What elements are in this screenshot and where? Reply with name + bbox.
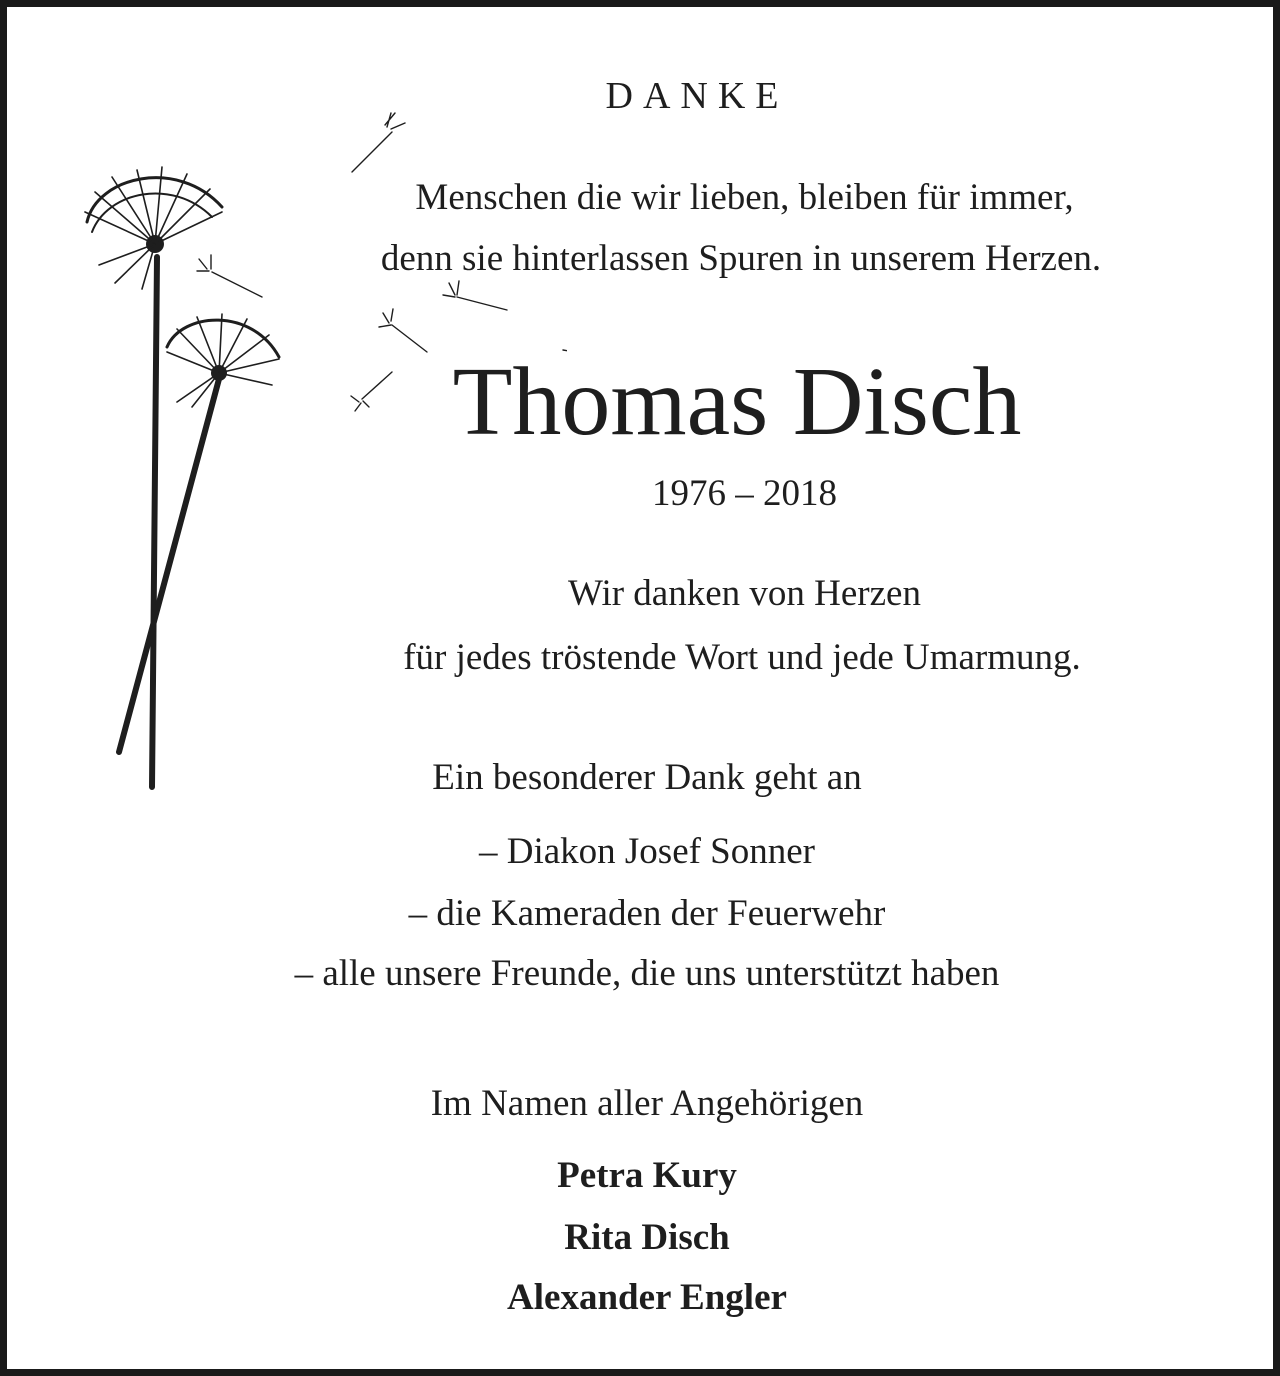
life-years: 1976 – 2018: [652, 473, 837, 514]
signature-name: Alexander Engler: [507, 1277, 787, 1318]
special-thanks-lead: Ein besonderer Dank geht an: [432, 757, 862, 798]
thanks-line-1: Wir danken von Herzen: [568, 573, 921, 614]
signature-name: Petra Kury: [557, 1155, 737, 1196]
thanks-line-2: für jedes tröstende Wort und jede Umarmung.: [403, 637, 1081, 678]
deceased-name: Thomas Disch: [452, 348, 1022, 456]
heading-danke: DANKE: [605, 75, 789, 117]
special-thanks-item: – Diakon Josef Sonner: [478, 831, 816, 872]
quote-line-2: denn sie hinterlassen Spuren in unserem Herzen.: [380, 238, 1102, 279]
signature-intro: Im Namen aller Angehörigen: [430, 1083, 864, 1124]
special-thanks-item: – die Kameraden der Feuerwehr: [408, 893, 886, 934]
signature-name: Rita Disch: [564, 1217, 730, 1258]
quote-line-1: Menschen die wir lieben, bleiben für immer,: [415, 177, 1074, 218]
special-thanks-item: – alle unsere Freunde, die uns unterstützt haben: [294, 953, 1000, 994]
